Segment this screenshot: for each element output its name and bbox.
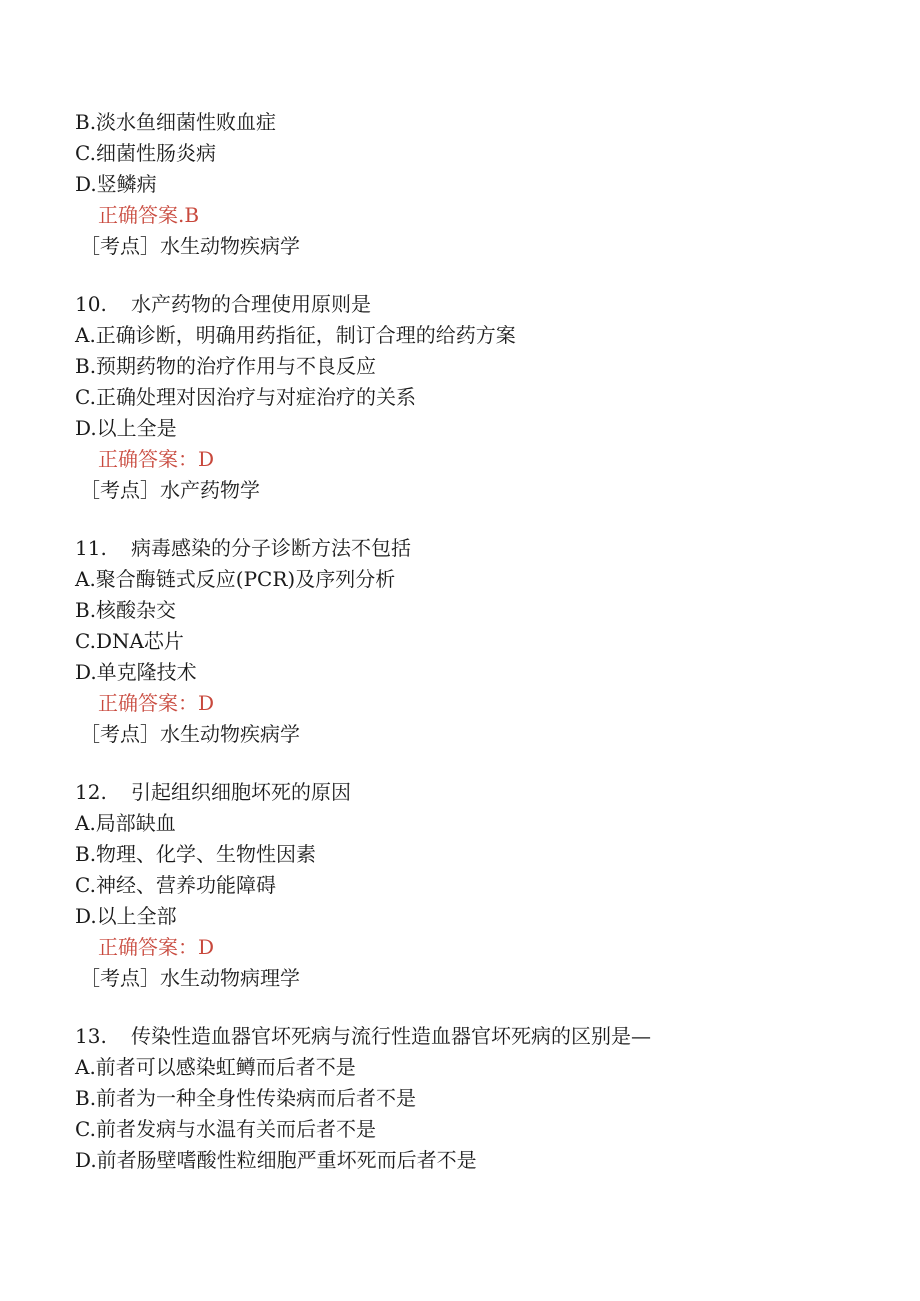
correct-answer: 正确答案.B	[98, 203, 200, 227]
question-stem: 引起组织细胞坏死的原因	[131, 780, 351, 804]
option-c: C.前者发病与水温有关而后者不是	[75, 1117, 376, 1141]
question-number: 13.	[75, 1024, 107, 1048]
option-b: B.物理、化学、生物性因素	[75, 842, 317, 866]
question-stem: 病毒感染的分子诊断方法不包括	[131, 536, 411, 560]
question-stem: 水产药物的合理使用原则是	[131, 292, 371, 316]
question-12	[75, 779, 351, 805]
option-d: D.以上全部	[75, 904, 177, 928]
option-a: A.前者可以感染虹鳟而后者不是	[75, 1055, 356, 1079]
option-b: B.淡水鱼细菌性败血症	[75, 110, 277, 134]
option-d: D.单克隆技术	[75, 660, 197, 684]
option-d: D.以上全是	[75, 416, 177, 440]
correct-answer: 正确答案：D	[98, 691, 215, 715]
question-number: 10.	[75, 292, 107, 316]
option-c: C.细菌性肠炎病	[75, 141, 216, 165]
option-d: D.竖鳞病	[75, 172, 157, 196]
option-d: D.前者肠壁嗜酸性粒细胞严重坏死而后者不是	[75, 1148, 477, 1172]
question-number: 12.	[75, 780, 107, 804]
question-number: 11.	[75, 536, 107, 560]
correct-answer: 正确答案：D	[98, 935, 215, 959]
option-c: C.神经、营养功能障碍	[75, 873, 276, 897]
option-a: A.局部缺血	[75, 811, 176, 835]
option-b: B.核酸杂交	[75, 598, 177, 622]
option-b: B.前者为一种全身性传染病而后者不是	[75, 1086, 417, 1110]
correct-answer: 正确答案：D	[98, 447, 215, 471]
exam-point: ［考点］水产药物学	[80, 478, 260, 502]
option-c: C.DNA芯片	[75, 629, 184, 653]
exam-point: ［考点］水生动物疾病学	[80, 722, 300, 746]
option-a: A.聚合酶链式反应(PCR)及序列分析	[75, 567, 396, 591]
question-stem: 传染性造血器官坏死病与流行性造血器官坏死病的区别是—	[131, 1024, 651, 1048]
option-b: B.预期药物的治疗作用与不良反应	[75, 354, 377, 378]
question-11	[75, 535, 411, 561]
exam-point: ［考点］水生动物病理学	[80, 966, 300, 990]
question-13	[75, 1023, 651, 1049]
question-10	[75, 291, 371, 317]
option-a: A.正确诊断，明确用药指征，制订合理的给药方案	[75, 323, 516, 347]
option-c: C.正确处理对因治疗与对症治疗的关系	[75, 385, 416, 409]
exam-point: ［考点］水生动物疾病学	[80, 234, 300, 258]
